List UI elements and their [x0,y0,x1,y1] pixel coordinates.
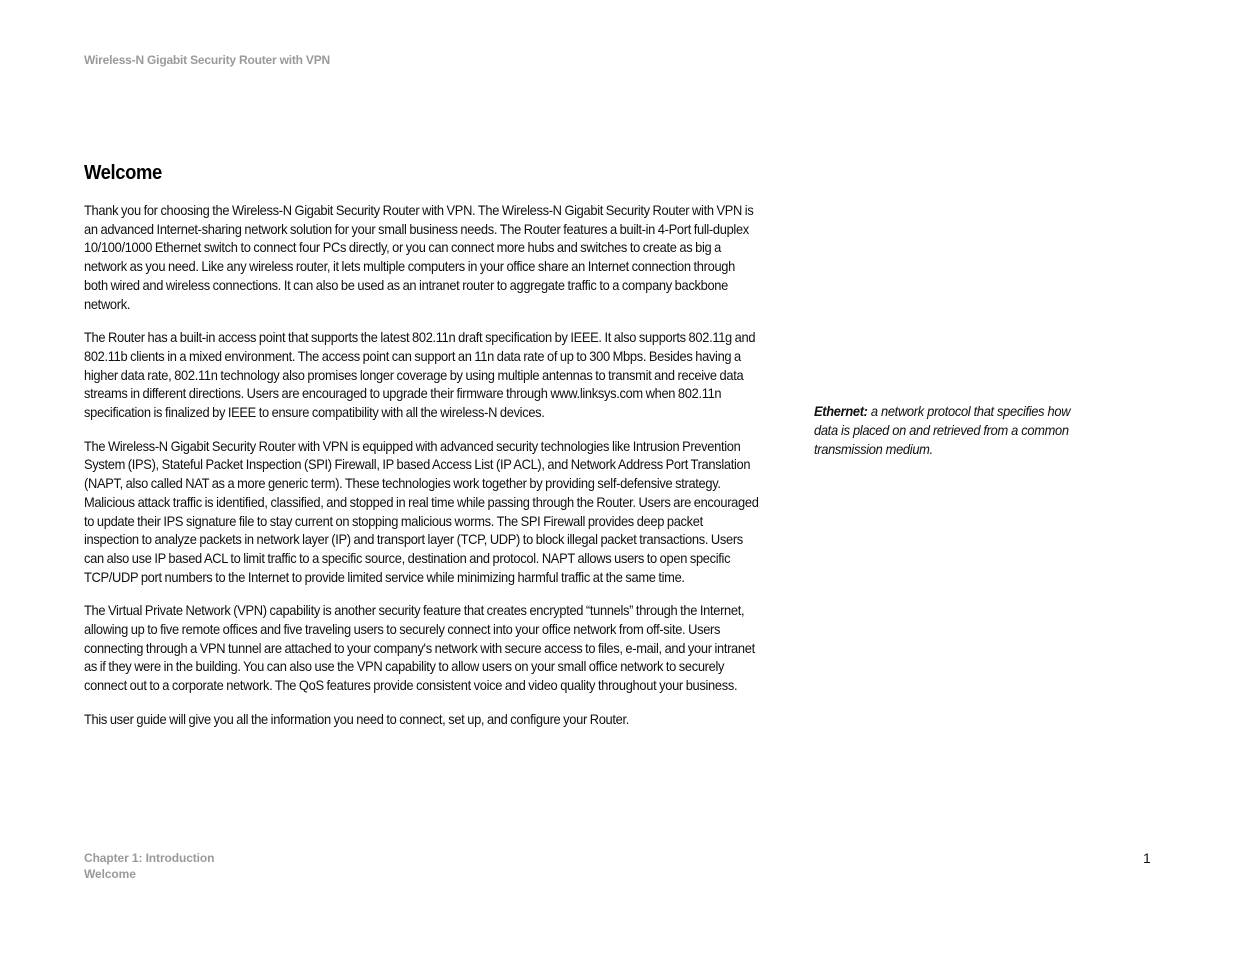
glossary-definition: a network protocol that specifies how data is placed on and retrieved from a common transmission medium. [814,403,1071,457]
paragraph: The Virtual Private Network (VPN) capability is another security feature that creates encrypted “tunnels” through the Internet, allowing up to five remote offices and five traveling users to securely connect into your office network from off-site. Users connecting through a VPN tunnel are attached to your company's network with secure access to files, e-mail, and your intranet as if they were in the building. You can also use the VPN capability to allow users on your small office network to securely connect out to a corporate network. The QoS features provide consistent voice and video quality throughout your business. [84,602,755,694]
paragraph: This user guide will give you all the information you need to connect, set up, and configure your Router. [84,710,630,727]
glossary-term: Ethernet: [814,403,868,419]
main-content [84,162,760,744]
paragraph: The Wireless-N Gigabit Security Router with VPN is equipped with advanced security technologies like Intrusion Prevention System (IPS), Stateful Packet Inspection (SPI) Firewall, IP based Access List (IP ACL), and Network Address Port Translation (NAPT, also called NAT as a more generic term). These technologies work together by providing self-defensive strategy. Malicious attack traffic is identified, classified, and stopped in real time while passing through the Router. Users are encouraged to update their IPS signature file to stay current on stopping malicious worms. The SPI Firewall provides deep packet inspection to analyze packets in network layer (IP) and transport layer (TCP, UDP) to block illegal packet transactions. Users can also use IP based ACL to limit traffic to a specific source, destination and protocol. NAPT allows users to open specific TCP/UDP port numbers to the Internet to provide limited service while minimizing harmful traffic at the same time. [84,437,759,585]
section-title: Welcome [84,162,162,184]
footer-section: Welcome [84,867,136,881]
paragraph: The Router has a built-in access point that supports the latest 802.11n draft specification by IEEE. It also supports 802.11g and 802.11b clients in a mixed environment. The access point can support an 11n data rate of up to 300 Mbps. Besides having a higher data rate, 802.11n technology also promises longer coverage by using multiple antennas to transmit and receive data streams in different directions. Users are encouraged to upgrade their firmware through www.linksys.com when 802.11n specification is finalized by IEEE to ensure compatibility with all the wireless-N devices. [84,329,756,421]
page-number: 1 [1143,850,1151,866]
footer-chapter: Chapter 1: Introduction [84,851,215,865]
running-header: Wireless-N Gigabit Security Router with VPN [84,53,331,67]
page-footer [84,850,214,882]
paragraph: Thank you for choosing the Wireless-N Gigabit Security Router with VPN. The Wireless-N Gigabit Security Router with VPN is an advanced Internet-sharing network solution for your small business needs. The Router features a built-in 4-Port full-duplex 10/100/1000 Ethernet switch to connect four PCs directly, or you can connect more hubs and switches to create as big a network as you need. Like any wireless router, it lets multiple computers in your office share an Internet connection through both wired and wireless connections. It can also be used as an intranet router to aggregate traffic to a company backbone network. [84,202,754,312]
glossary-note [814,402,1086,459]
